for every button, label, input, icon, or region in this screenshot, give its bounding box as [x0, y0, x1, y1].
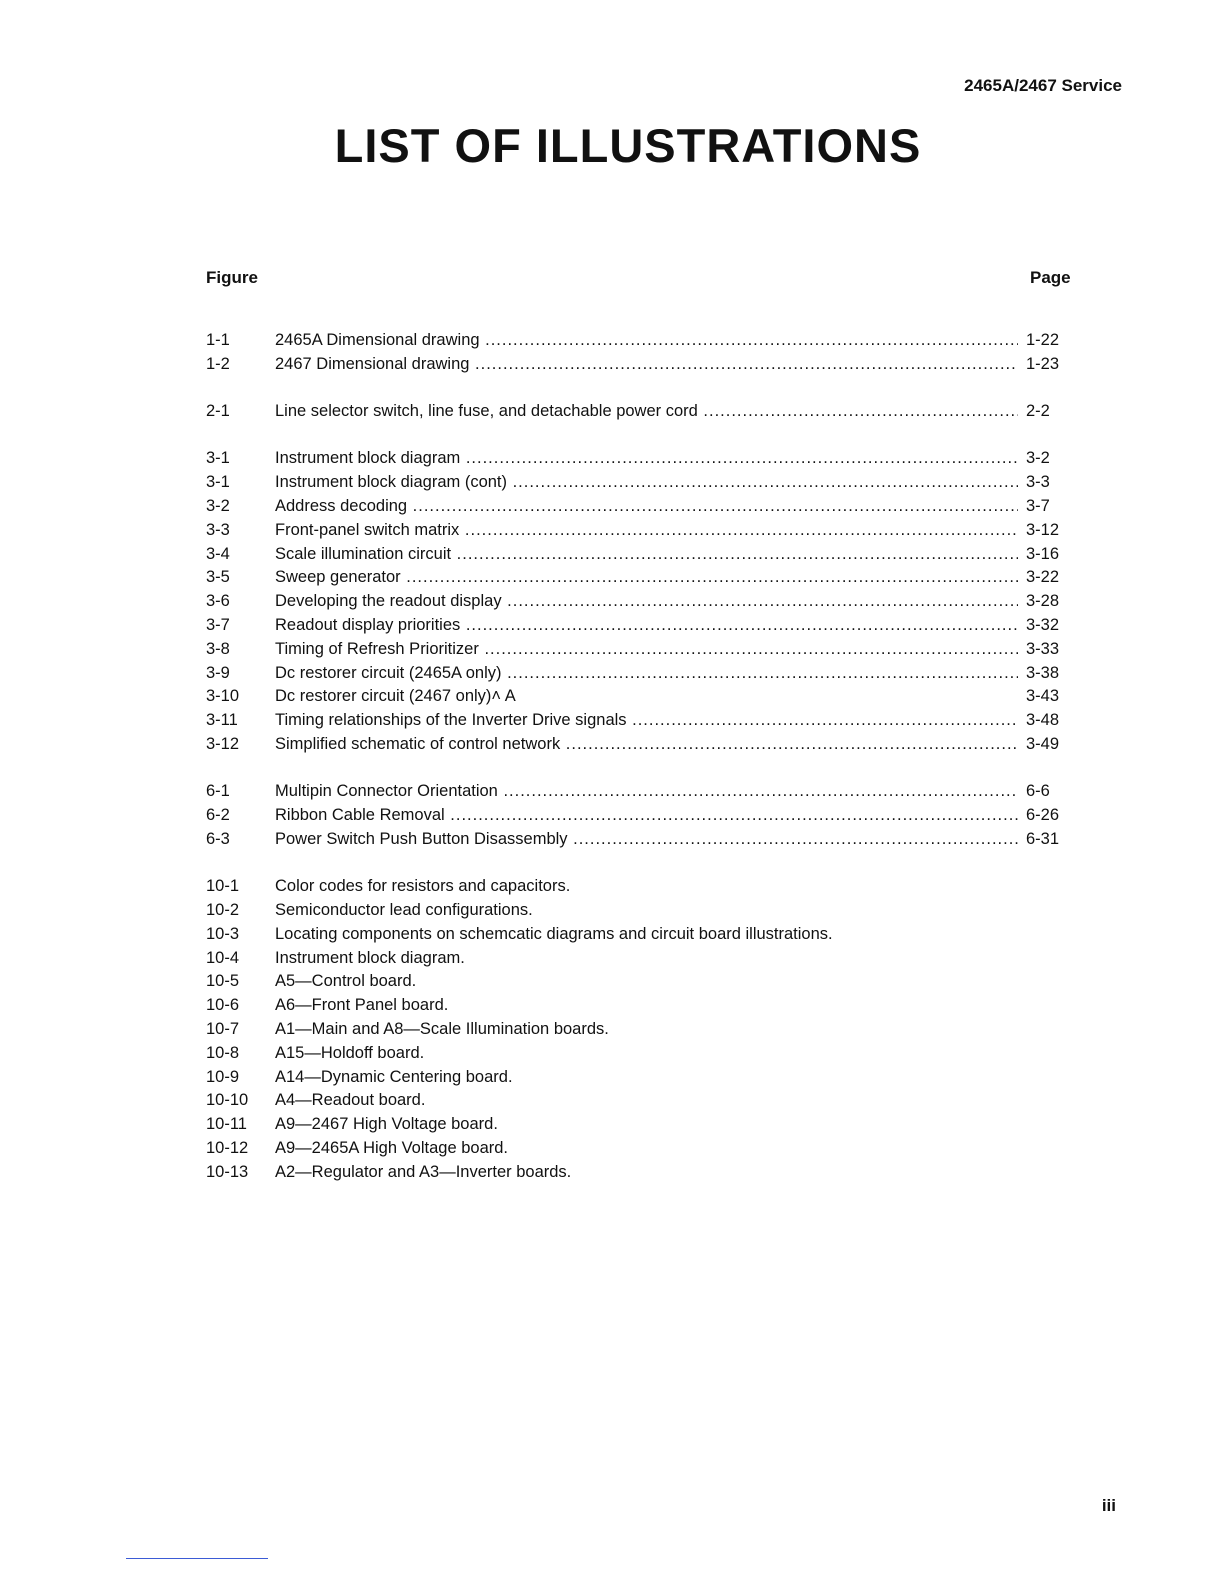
figure-entry[interactable] — [206, 899, 1086, 923]
figure-entry[interactable] — [206, 804, 1086, 828]
figure-description: Instrument block diagram. — [275, 948, 465, 967]
figure-description: Scale illumination circuit ..... — [275, 543, 1018, 567]
figure-page-number: 3-2 — [1026, 449, 1050, 468]
figure-number: 10-10 — [206, 1091, 249, 1110]
figure-description: 2465A Dimensional drawing ..... — [275, 329, 1018, 353]
figure-page-number: 3-3 — [1026, 473, 1050, 492]
figure-description: A5—Control board. — [275, 972, 417, 991]
figure-entry[interactable] — [206, 471, 1086, 495]
figure-number: 10-5 — [206, 972, 240, 991]
figure-description: Dc restorer circuit (2467 only)˄ A — [275, 687, 516, 706]
figure-entry[interactable] — [206, 1018, 1086, 1042]
figure-description: A1—Main and A8—Scale Illumination boards. — [275, 1019, 609, 1038]
figure-group — [206, 447, 1086, 756]
figure-description: Instrument block diagram ..... — [275, 447, 1018, 471]
figure-page-number: 3-28 — [1026, 592, 1060, 611]
figure-number: 3-5 — [206, 568, 230, 587]
figure-number: 10-13 — [206, 1162, 249, 1181]
figure-entry[interactable] — [206, 566, 1086, 590]
figure-page-number: 2-2 — [1026, 402, 1050, 421]
figure-description: A6—Front Panel board. — [275, 996, 449, 1015]
figure-entry[interactable] — [206, 1042, 1086, 1066]
figure-entry[interactable] — [206, 495, 1086, 519]
figure-description: Timing of Refresh Prioritizer ..... — [275, 638, 1018, 662]
page-folio: iii — [1101, 1496, 1116, 1515]
figure-description: Timing relationships of the Inverter Drive signals ..... — [275, 709, 1018, 733]
figure-number: 1-1 — [206, 331, 230, 349]
figure-number: 3-6 — [206, 592, 230, 611]
figure-entry[interactable] — [206, 447, 1086, 471]
figure-entry[interactable] — [206, 662, 1086, 686]
figure-entry[interactable] — [206, 970, 1086, 994]
figure-entry[interactable] — [206, 1161, 1086, 1185]
figure-description: Semiconductor lead configurations. — [275, 900, 533, 919]
figure-number: 3-4 — [206, 544, 230, 563]
figure-page-number: 3-32 — [1026, 615, 1060, 634]
figure-number: 10-12 — [206, 1138, 249, 1157]
figure-description: A14—Dynamic Centering board. — [275, 1067, 513, 1086]
figure-number: 10-3 — [206, 924, 240, 943]
footer-link-underline — [126, 1558, 268, 1559]
figure-number: 3-9 — [206, 663, 230, 682]
figure-page-number: 3-12 — [1026, 520, 1060, 539]
figure-number: 10-9 — [206, 1067, 240, 1086]
figure-description: Multipin Connector Orientation ..... — [275, 780, 1018, 804]
figure-description: Developing the readout display ..... — [275, 590, 1018, 614]
page-column-header: Page — [1030, 268, 1071, 287]
figure-description: Ribbon Cable Removal ..... — [275, 804, 1018, 828]
figure-page-number: 3-43 — [1026, 687, 1060, 706]
figure-number: 6-1 — [206, 782, 230, 801]
figure-number: 1-2 — [206, 354, 230, 373]
figure-page-number: 3-7 — [1026, 496, 1050, 515]
figure-description: Color codes for resistors and capacitors. — [275, 877, 571, 896]
figure-entry[interactable] — [206, 400, 1086, 424]
figure-number: 3-7 — [206, 615, 230, 634]
figure-entry[interactable] — [206, 828, 1086, 852]
figure-page-number: 3-22 — [1026, 568, 1060, 587]
page-title: LIST OF ILLUSTRATIONS — [334, 119, 922, 172]
figure-group — [206, 780, 1086, 851]
figure-page-number: 1-22 — [1026, 331, 1060, 349]
figure-page-number: 6-26 — [1026, 806, 1060, 825]
figure-page-number: 6-31 — [1026, 829, 1060, 848]
figure-entry[interactable] — [206, 994, 1086, 1018]
figure-group — [206, 875, 1086, 1184]
figure-entry[interactable] — [206, 1089, 1086, 1113]
figure-entry[interactable] — [206, 923, 1086, 947]
figure-number: 3-12 — [206, 734, 240, 753]
figure-number: 3-3 — [206, 520, 230, 539]
figure-description: Front-panel switch matrix ..... — [275, 519, 1018, 543]
figure-entry[interactable] — [206, 1066, 1086, 1090]
figure-description: 2467 Dimensional drawing ..... — [275, 353, 1018, 377]
figure-number: 6-2 — [206, 806, 230, 825]
figure-number: 3-2 — [206, 496, 230, 515]
figure-number: 3-1 — [206, 473, 230, 492]
figure-entry[interactable] — [206, 875, 1086, 899]
figure-entry[interactable] — [206, 1137, 1086, 1161]
figure-number: 3-10 — [206, 687, 240, 706]
figure-entry[interactable] — [206, 733, 1086, 757]
figure-entry[interactable] — [206, 709, 1086, 733]
illustration-list — [206, 329, 1086, 1208]
figure-entry[interactable] — [206, 519, 1086, 543]
figure-entry[interactable] — [206, 329, 1086, 353]
figure-description: Line selector switch, line fuse, and detachable power cord ..... — [275, 400, 1018, 424]
figure-description: Instrument block diagram (cont) ..... — [275, 471, 1018, 495]
figure-page-number: 3-38 — [1026, 663, 1060, 682]
figure-column-header: Figure — [206, 268, 258, 287]
figure-number: 10-1 — [206, 877, 240, 896]
figure-entry[interactable] — [206, 614, 1086, 638]
figure-description: Locating components on schemcatic diagrams and circuit board illustrations. — [275, 924, 833, 943]
figure-description: A9—2465A High Voltage board. — [275, 1138, 509, 1157]
figure-entry[interactable] — [206, 780, 1086, 804]
figure-page-number: 3-48 — [1026, 711, 1060, 730]
figure-page-number: 3-16 — [1026, 544, 1060, 563]
figure-description: Readout display priorities ..... — [275, 614, 1018, 638]
figure-number: 10-8 — [206, 1043, 240, 1062]
figure-page-number: 1-23 — [1026, 354, 1060, 373]
figure-number: 2-1 — [206, 402, 230, 421]
figure-entry[interactable] — [206, 590, 1086, 614]
figure-description: A4—Readout board. — [275, 1091, 426, 1110]
figure-description: Dc restorer circuit (2465A only) ..... — [275, 662, 1018, 686]
figure-description: Address decoding ..... — [275, 495, 1018, 519]
figure-description: Sweep generator ..... — [275, 566, 1018, 590]
figure-entry[interactable] — [206, 685, 1086, 709]
figure-group — [206, 400, 1086, 424]
figure-number: 3-1 — [206, 449, 230, 468]
figure-number: 6-3 — [206, 829, 230, 848]
figure-page-number: 6-6 — [1026, 782, 1050, 801]
figure-description: Power Switch Push Button Disassembly ..... — [275, 828, 1018, 852]
figure-number: 10-7 — [206, 1019, 240, 1038]
figure-page-number: 3-49 — [1026, 734, 1060, 753]
figure-number: 10-2 — [206, 900, 240, 919]
figure-number: 10-6 — [206, 996, 240, 1015]
manual-header: 2465A/2467 Service — [964, 76, 1122, 95]
figure-entry[interactable] — [206, 947, 1086, 971]
figure-description: A9—2467 High Voltage board. — [275, 1115, 498, 1134]
figure-number: 3-8 — [206, 639, 230, 658]
figure-entry[interactable] — [206, 638, 1086, 662]
figure-description: Simplified schematic of control network ..... — [275, 733, 1018, 757]
figure-group — [206, 329, 1086, 377]
figure-page-number: 3-33 — [1026, 639, 1060, 658]
figure-entry[interactable] — [206, 353, 1086, 377]
figure-entry[interactable] — [206, 543, 1086, 567]
figure-description: A15—Holdoff board. — [275, 1043, 425, 1062]
figure-number: 10-11 — [206, 1115, 247, 1134]
figure-number: 10-4 — [206, 948, 240, 967]
figure-description: A2—Regulator and A3—Inverter boards. — [275, 1162, 572, 1181]
figure-number: 3-11 — [206, 711, 238, 730]
figure-entry[interactable] — [206, 1113, 1086, 1137]
